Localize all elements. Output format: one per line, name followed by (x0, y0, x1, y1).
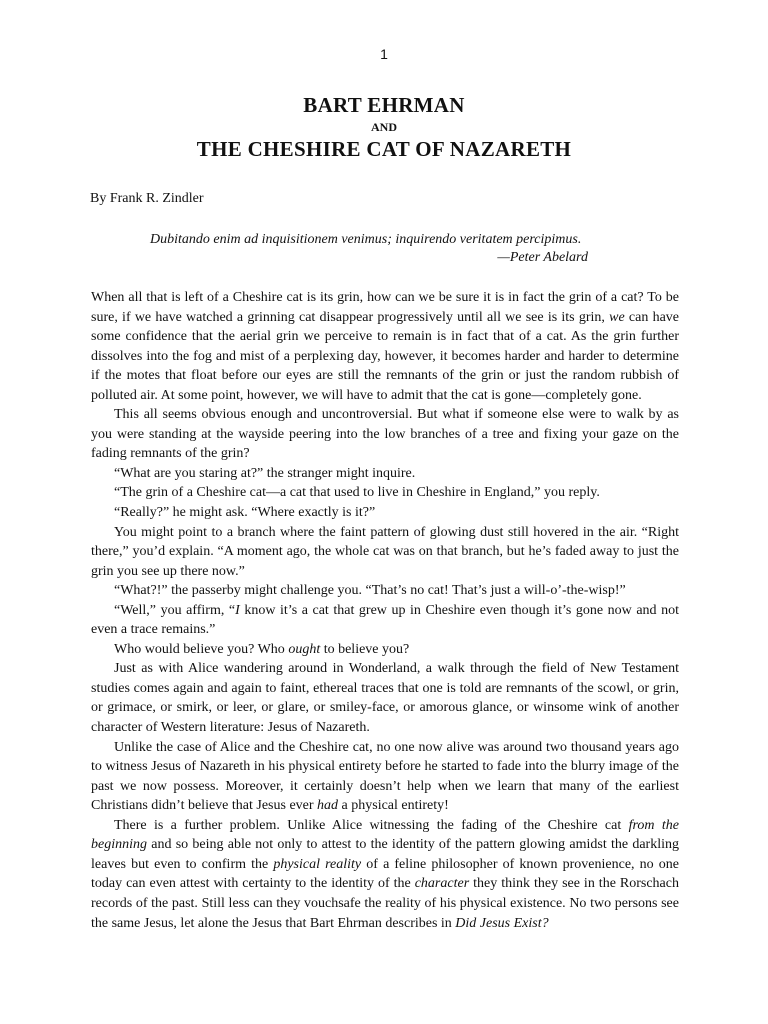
title-connector: AND (371, 120, 397, 134)
title-line-1: BART EHRMAN (303, 93, 465, 117)
emphasis: ought (288, 641, 321, 657)
epigraph (150, 231, 590, 267)
body-text (91, 288, 679, 933)
paragraph-8: “Well,” you affirm, “I know it’s a cat that grew up in Cheshire even though it’s gone now and not even a trace remains.” (91, 602, 679, 638)
emphasis: from the beginning (91, 817, 679, 853)
byline: By Frank R. Zindler (90, 191, 204, 206)
paragraph-7: “What?!” the passerby might challenge you. “That’s no cat! That’s just a will-o’-the-wisp!” (114, 583, 626, 599)
paragraph-6: You might point to a branch where the faint pattern of glowing dust still hovered in the air. “Right there,” you’d explain. “A moment ago, the whole cat was on that branch, but he’s faded away to just the grin you see up there now.” (91, 524, 679, 579)
paragraph-5: “Really?” he might ask. “Where exactly is it?” (114, 505, 376, 521)
emphasis: character (414, 876, 470, 892)
emphasis: we (609, 309, 625, 325)
paragraph-11: Unlike the case of Alice and the Cheshire cat, no one now alive was around two thousand years ago to witness Jesus of Nazareth in his physical entirety before he started to fade into the blurry image of the past we now possess. Moreover, it certainly doesn’t help when we learn that many of the earliest Christians didn’t believe that Jesus ever had a physical entirety! (91, 739, 679, 814)
emphasis: had (317, 798, 339, 814)
book-title: Did Jesus Exist? (455, 915, 549, 931)
title-block (0, 92, 768, 162)
emphasis: physical reality (273, 856, 362, 872)
epigraph-quote: Dubitando enim ad inquisitionem venimus; inquirendo veritatem percipimus. (150, 232, 582, 247)
paragraph-2: This all seems obvious enough and uncontroversial. But what if someone else were to walk by as you were standing at the wayside peering into the low branches of a tree and fixing your gaze on the fading remnants of the grin? (91, 407, 679, 462)
emphasis: I (235, 602, 240, 618)
paragraph-9: Who would believe you? Who ought to believe you? (114, 641, 410, 657)
paragraph-4: “The grin of a Cheshire cat—a cat that used to live in Cheshire in England,” you reply. (114, 485, 600, 501)
page-number: 1 (380, 46, 388, 62)
paragraph-1: When all that is left of a Cheshire cat is its grin, how can we be sure it is in fact the grin of a cat? To be sure, if we have watched a grinning cat disappear progressively until all we see is its grin, we can have some confidence that the aerial grin we perceive to remain is in fact that of a cat. As the grin further dissolves into the fog and mist of a perplexing day, however, it becomes harder and harder to determine if the motes that float before our eyes are still the remnants of the grin or just the random rubbish of polluted air. At some point, however, we will have to admit that the cat is gone—completely gone. (91, 290, 679, 403)
paragraph-10: Just as with Alice wandering around in Wonderland, a walk through the field of New Testament studies comes again and again to faint, ethereal traces that one is told are remnants of the scowl, or grin, or grimace, or smirk, or leer, or glare, or smiley-face, or amorous glance, or winsome wink of another character of Western literature: Jesus of Nazareth. (91, 661, 679, 736)
epigraph-attribution: —Peter Abelard (497, 250, 588, 265)
paragraph-12: There is a further problem. Unlike Alice witnessing the fading of the Cheshire cat from the beginning and so being able not only to attest to the identity of the pattern glowing amidst the darkling leaves but even to confirm the physical reality of a feline philosopher of known provenience, no one today can even attest with certainty to the identity of the character they think they see in the Rorschach records of the past. Still less can they vouchsafe the reality of his physical existence. No two persons see the same Jesus, let alone the Jesus that Bart Ehrman describes in Did Jesus Exist? (91, 817, 679, 931)
title-line-2: THE CHESHIRE CAT OF NAZARETH (196, 137, 572, 161)
paragraph-3: “What are you staring at?” the stranger might inquire. (114, 465, 416, 481)
